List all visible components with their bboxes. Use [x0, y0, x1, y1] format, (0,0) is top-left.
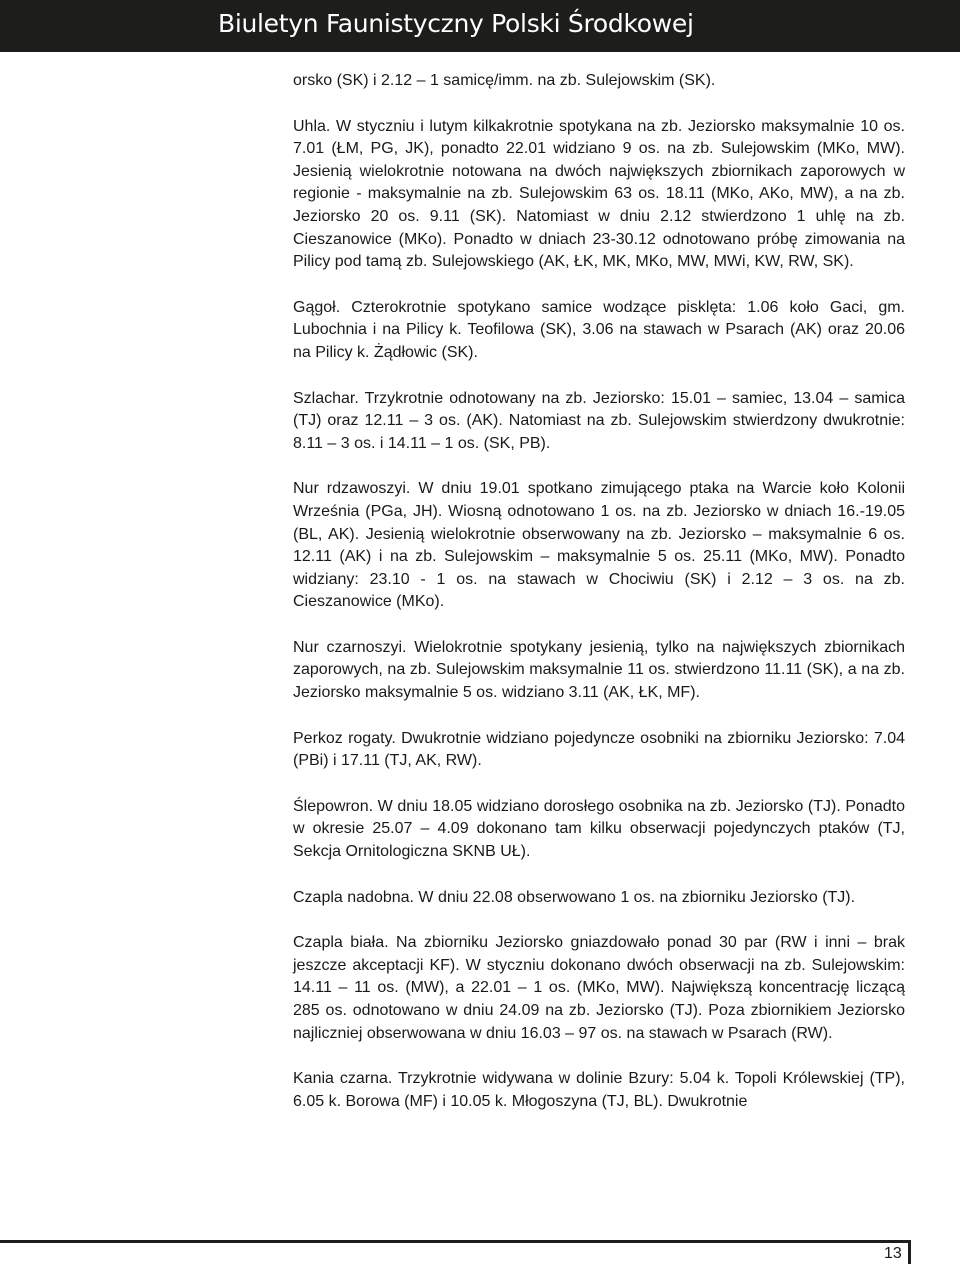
journal-header	[0, 0, 960, 52]
paragraph: Ślepowron. W dniu 18.05 widziano dorosłego osobnika na zb. Jeziorsko (TJ). Ponadto w okresie 25.07 – 4.09 dokonano tam kilku obserwacji pojedynczych ptaków (TJ, Sekcja Ornitologiczna SKNB UŁ).	[293, 797, 905, 861]
paragraph: Nur rdzawoszyi. W dniu 19.01 spotkano zimującego ptaka na Warcie koło Kolonii Września (PGa, JH). Wiosną odnotowano 1 os. na zb. Jeziorsko w dniach 16.-19.05 (BL, AK). Jesienią wielokrotnie obserwowany na zb. Jeziorsko – maksymalnie 6 os. 12.11 (AK) i na zb. Sulejowskim – maksymalnie 5 os. 25.11 (MKo, MW). Ponadto widziany: 23.10 - 1 os. na stawach w Chociwiu (SK) i 2.12 – 3 os. na zb. Cieszanowice (MKo).	[293, 480, 905, 611]
journal-title: Biuletyn Faunistyczny Polski Środkowej	[218, 9, 694, 38]
article-body	[293, 70, 905, 1113]
paragraph: Uhla. W styczniu i lutym kilkakrotnie spotykana na zb. Jeziorsko maksymalnie 10 os. 7.01 (ŁM, PG, JK), ponadto 22.01 widziano 9 os. na zb. Sulejowskim (MKo, MW). Jesienią wielokrotnie notowana na dwóch największych zbiornikach zaporowych w regionie - maksymalnie na zb. Sulejowskim 63 os. 18.11 (MKo, AKo, MW), a na zb. Jeziorsko 20 os. 9.11 (SK). Natomiast w dniu 2.12 stwierdzono 1 uhlę na zb. Cieszanowice (MKo). Ponadto w dniach 23-30.12 odnotowano próbę zimowania na Pilicy pod tamą zb. Sulejowskiego (AK, ŁK, MK, MKo, MW, MWi, KW, RW, SK).	[293, 117, 905, 271]
paragraph: Gągoł. Czterokrotnie spotykano samice wodzące pisklęta: 1.06 koło Gaci, gm. Lubochnia i na Pilicy k. Teofilowa (SK), 3.06 na stawach w Psarach (AK) oraz 20.06 na Pilicy k. Żądłowic (SK).	[293, 298, 905, 361]
paragraph: Szlachar. Trzykrotnie odnotowany na zb. Jeziorsko: 15.01 – samiec, 13.04 – samica (TJ) oraz 12.11 – 3 os. (AK). Natomiast na zb. Sulejowskim stwierdzony dwukrotnie: 8.11 – 3 os. i 14.11 – 1 os. (SK, PB).	[293, 389, 905, 452]
footer-rule-vertical	[908, 1240, 911, 1264]
paragraph: Perkoz rogaty. Dwukrotnie widziano pojedyncze osobniki na zbiorniku Jeziorsko: 7.04 (PBi) i 17.11 (TJ, AK, RW).	[293, 729, 905, 770]
paragraph: Kania czarna. Trzykrotnie widywana w dolinie Bzury: 5.04 k. Topoli Królewskiej (TP), 6.05 k. Borowa (MF) i 10.05 k. Młogoszyna (TJ, BL). Dwukrotnie	[293, 1070, 905, 1110]
paragraph: orsko (SK) i 2.12 – 1 samicę/imm. na zb. Sulejowskim (SK).	[293, 72, 716, 89]
footer-rule	[0, 1240, 908, 1243]
page-number: 13	[884, 1245, 902, 1262]
paragraph: Czapla biała. Na zbiorniku Jeziorsko gniazdowało ponad 30 par (RW i inni – brak jeszcze akceptacji KF). W styczniu dokonano dwóch obserwacji na zb. Sulejowskim: 14.11 – 11 os. (MW), a 22.01 – 1 os. (MKo, MW). Największą koncentrację liczącą 285 os. odnotowano w dniu 24.09 na zb. Jeziorsko (TJ). Poza zbiornikiem Jeziorsko najliczniej obserwowana w dniu 16.03 – 97 os. na stawach w Psarach (RW).	[293, 934, 905, 1042]
paragraph: Nur czarnoszyi. Wielokrotnie spotykany jesienią, tylko na największych zbiornikach zaporowych, na zb. Sulejowskim maksymalnie 11 os. stwierdzono 11.11 (SK), a na zb. Jeziorsko maksymalnie 5 os. widziano 3.11 (AK, ŁK, MF).	[293, 638, 905, 702]
paragraph: Czapla nadobna. W dniu 22.08 obserwowano 1 os. na zbiorniku Jeziorsko (TJ).	[293, 888, 856, 906]
